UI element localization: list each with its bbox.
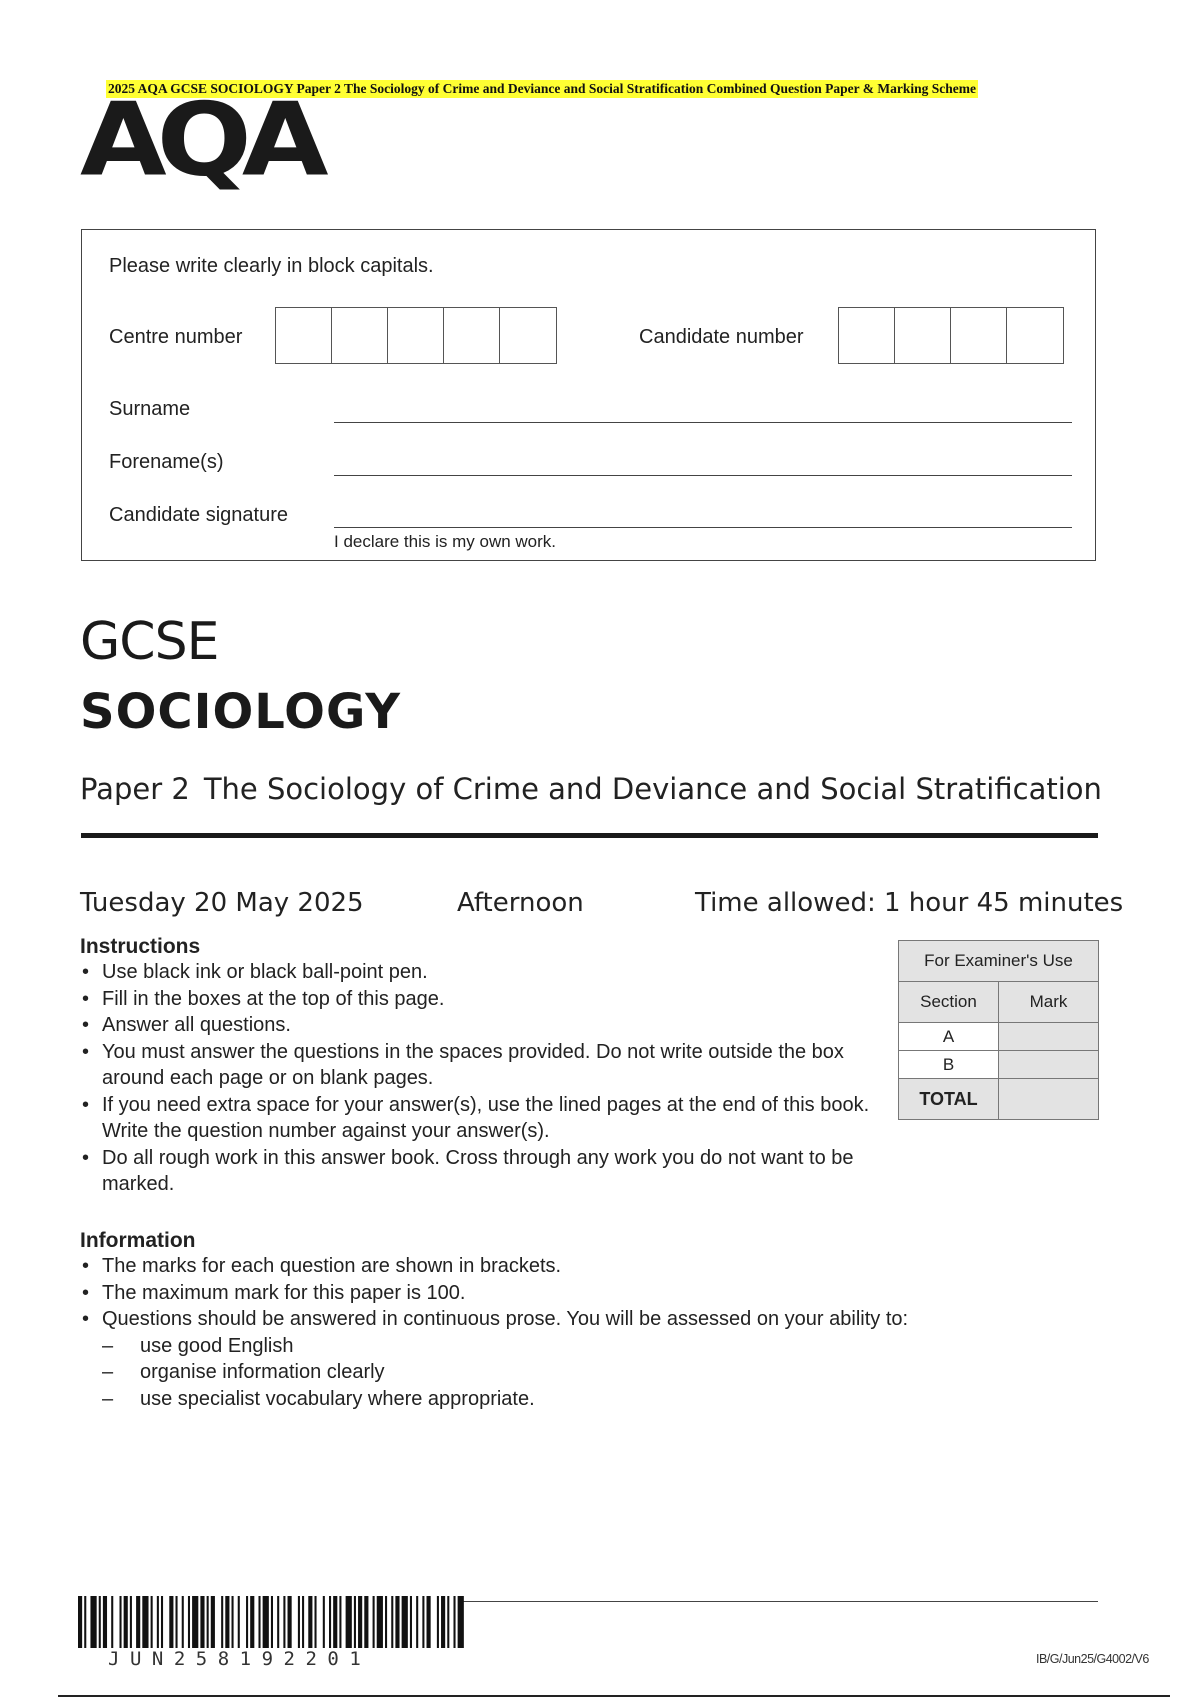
total-mark	[999, 1079, 1099, 1120]
barcode-bar	[323, 1596, 325, 1648]
total-label: TOTAL	[899, 1079, 999, 1120]
barcode-bar	[453, 1596, 455, 1648]
exam-session: Afternoon	[457, 888, 584, 918]
barcode-bar	[458, 1596, 464, 1648]
centre-number-label: Centre number	[109, 326, 243, 348]
barcode-bar	[221, 1596, 223, 1648]
barcode-bar	[441, 1596, 445, 1648]
examiner-table-title: For Examiner's Use	[899, 941, 1099, 982]
barcode-bar	[111, 1596, 113, 1648]
barcode-bar	[136, 1596, 140, 1648]
centre-number-digit[interactable]	[388, 308, 444, 363]
barcode-bar	[298, 1596, 300, 1648]
barcode-bar	[416, 1596, 418, 1648]
footer-line	[460, 1601, 1098, 1602]
block-capitals-instruction: Please write clearly in block capitals.	[109, 255, 434, 277]
document-banner: 2025 AQA GCSE SOCIOLOGY Paper 2 The Sociology of Crime and Deviance and Social Stratification Combined Question Paper & Marking Scheme	[108, 81, 977, 96]
barcode-bar	[373, 1596, 375, 1648]
barcode-bar	[263, 1596, 269, 1648]
aqa-logo: AQA	[80, 81, 319, 199]
page-bottom-rule	[58, 1695, 1170, 1697]
barcode-bar	[437, 1596, 439, 1648]
candidate-number-digit[interactable]	[951, 308, 1007, 363]
paper-number: Paper 2	[80, 772, 190, 806]
barcode-bar	[346, 1596, 352, 1648]
paper-reference: IB/G/Jun25/G4002/V6	[1036, 1652, 1149, 1666]
barcode-bar	[176, 1596, 178, 1648]
barcode-bar	[354, 1596, 356, 1648]
barcode-bar	[447, 1596, 449, 1648]
barcode-bar	[358, 1596, 362, 1648]
section-a-mark	[999, 1023, 1099, 1051]
instructions-heading: Instructions	[80, 935, 201, 958]
qualification-title: GCSE	[80, 612, 219, 672]
list-item: – use good English	[80, 1333, 1100, 1360]
barcode-bar	[200, 1596, 204, 1648]
paper-name: The Sociology of Crime and Deviance and Social Stratification	[203, 772, 1102, 806]
barcode-bar	[258, 1596, 260, 1648]
candidate-details-box	[81, 229, 1096, 561]
surname-field[interactable]	[334, 422, 1072, 423]
signature-field[interactable]	[334, 527, 1072, 528]
barcode-bar	[124, 1596, 128, 1648]
subject-title: SOCIOLOGY	[80, 684, 402, 740]
barcode-bar	[364, 1596, 368, 1648]
barcode-bar	[238, 1596, 240, 1648]
barcode-bar	[157, 1596, 159, 1648]
barcode-bar	[385, 1596, 387, 1648]
barcode-bar	[395, 1596, 399, 1648]
candidate-number-digit[interactable]	[895, 308, 951, 363]
paper-title	[80, 772, 1102, 806]
candidate-number-label: Candidate number	[639, 326, 804, 348]
barcode-bar	[277, 1596, 279, 1648]
barcode-bar	[84, 1596, 86, 1648]
section-column-header: Section	[899, 982, 999, 1023]
list-item: • Questions should be answered in continuous prose. You will be assessed on your ability to:	[80, 1306, 1100, 1333]
barcode-bar	[130, 1596, 132, 1648]
signature-label: Candidate signature	[109, 504, 289, 526]
barcode-bar	[207, 1596, 209, 1648]
candidate-number-digit[interactable]	[1007, 308, 1063, 363]
instructions-section	[80, 935, 870, 1198]
barcode-bar	[314, 1596, 316, 1648]
centre-number-boxes[interactable]	[275, 307, 557, 364]
barcode-bar	[225, 1596, 229, 1648]
barcode-bar	[90, 1596, 96, 1648]
barcode-bar	[410, 1596, 412, 1648]
list-item: • Do all rough work in this answer book. Cross through any work you do not want to be marked.	[80, 1145, 870, 1198]
barcode-bar	[142, 1596, 148, 1648]
barcode-bar	[161, 1596, 163, 1648]
barcode-bar	[283, 1596, 285, 1648]
barcode-bar	[99, 1596, 101, 1648]
time-allowed: Time allowed: 1 hour 45 minutes	[695, 888, 1124, 918]
candidate-number-boxes[interactable]	[838, 307, 1064, 364]
centre-number-digit[interactable]	[332, 308, 388, 363]
title-divider	[81, 833, 1098, 838]
list-item: • Fill in the boxes at the top of this page.	[80, 986, 870, 1013]
barcode-bar	[78, 1596, 82, 1648]
barcode-bar	[250, 1596, 254, 1648]
list-item: • Answer all questions.	[80, 1012, 870, 1039]
barcode-bar	[391, 1596, 393, 1648]
barcode-bar	[377, 1596, 383, 1648]
exam-date: Tuesday 20 May 2025	[80, 888, 364, 918]
forenames-label: Forename(s)	[109, 451, 224, 473]
barcode	[78, 1596, 468, 1648]
centre-number-digit[interactable]	[444, 308, 500, 363]
list-item: • The marks for each question are shown in brackets.	[80, 1253, 1100, 1280]
barcode-bar	[427, 1596, 431, 1648]
assessment-criteria-list	[80, 1333, 1100, 1413]
barcode-bar	[339, 1596, 341, 1648]
declaration-text: I declare this is my own work.	[334, 532, 557, 551]
barcode-bar	[182, 1596, 184, 1648]
list-item: • The maximum mark for this paper is 100.	[80, 1280, 1100, 1307]
barcode-bar	[188, 1596, 190, 1648]
examiner-use-table	[898, 940, 1099, 1120]
mark-column-header: Mark	[999, 982, 1099, 1023]
barcode-bar	[308, 1596, 312, 1648]
list-item: – organise information clearly	[80, 1359, 1100, 1386]
barcode-bar	[246, 1596, 248, 1648]
information-list	[80, 1253, 1100, 1333]
section-a-cell: A	[899, 1023, 999, 1051]
barcode-bar	[271, 1596, 273, 1648]
information-heading: Information	[80, 1229, 196, 1252]
barcode-bar	[422, 1596, 424, 1648]
barcode-bar	[302, 1596, 304, 1648]
barcode-number: JUN258192201	[108, 1648, 372, 1670]
barcode-bar	[402, 1596, 408, 1648]
barcode-bar	[192, 1596, 198, 1648]
barcode-bar	[329, 1596, 331, 1648]
barcode-bar	[169, 1596, 173, 1648]
barcode-bar	[288, 1596, 292, 1648]
surname-label: Surname	[109, 398, 191, 420]
centre-number-digit[interactable]	[500, 308, 556, 363]
list-item: • You must answer the questions in the spaces provided. Do not write outside the box around each page or on blank pages.	[80, 1039, 870, 1092]
forenames-field[interactable]	[334, 475, 1072, 476]
barcode-bar	[211, 1596, 215, 1648]
section-b-cell: B	[899, 1051, 999, 1079]
barcode-bar	[333, 1596, 337, 1648]
barcode-bar	[103, 1596, 107, 1648]
barcode-bar	[151, 1596, 153, 1648]
barcode-bar	[232, 1596, 234, 1648]
centre-number-digit[interactable]	[276, 308, 332, 363]
candidate-number-digit[interactable]	[839, 308, 895, 363]
section-b-mark	[999, 1051, 1099, 1079]
list-item: – use specialist vocabulary where appropriate.	[80, 1386, 1100, 1413]
list-item: • If you need extra space for your answer(s), use the lined pages at the end of this book. Write the question number against your answer(s).	[80, 1092, 870, 1145]
barcode-bar	[119, 1596, 121, 1648]
instructions-list	[80, 959, 870, 1198]
list-item: • Use black ink or black ball-point pen.	[80, 959, 870, 986]
information-section	[80, 1229, 1100, 1412]
